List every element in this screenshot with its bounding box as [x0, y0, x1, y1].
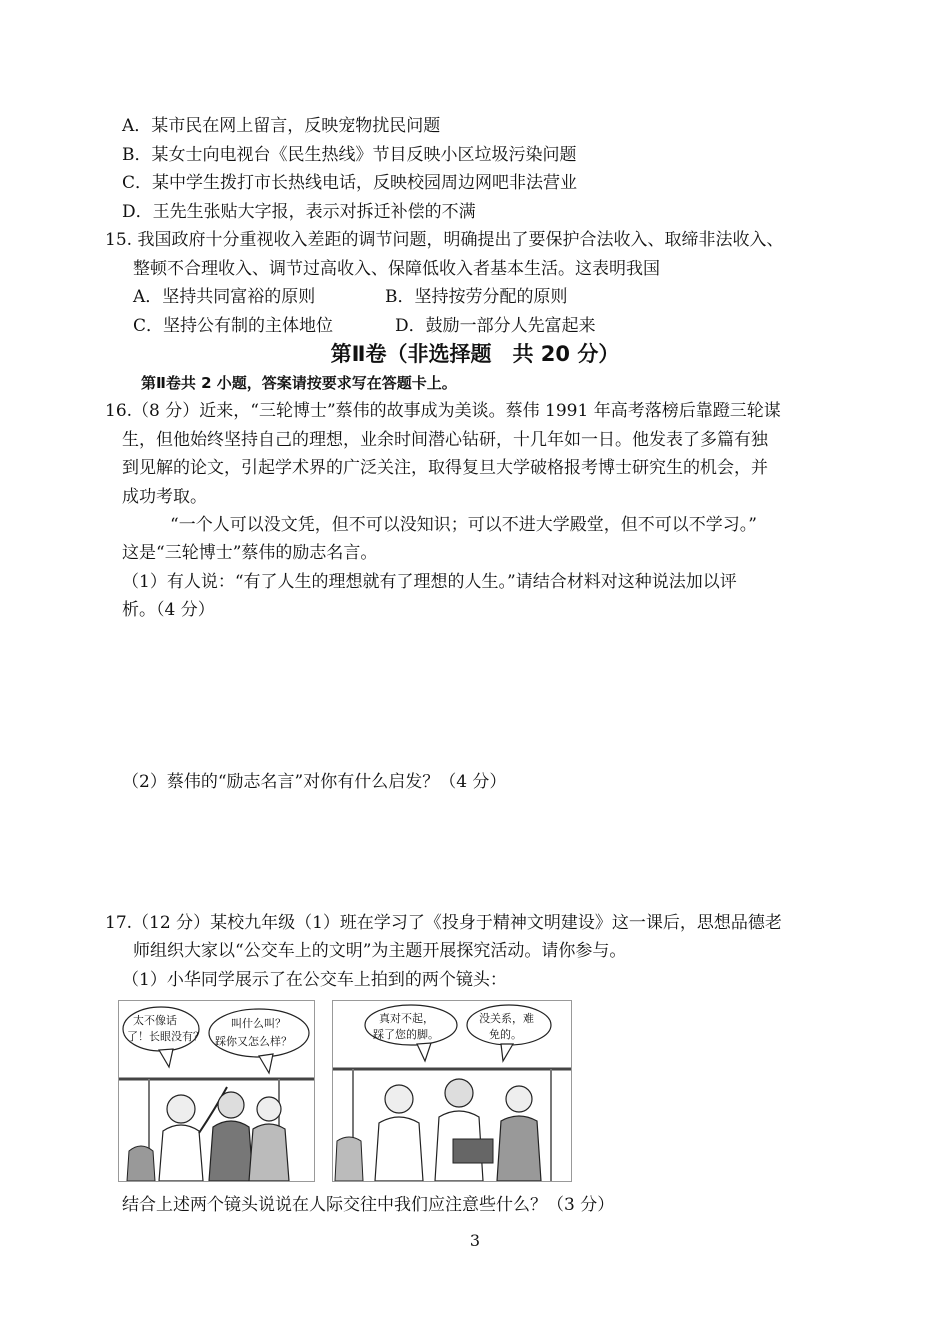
cartoon1-bubble2-line1: 叫什么叫？ [231, 1017, 286, 1030]
cartoon1-bubble2-line2: 踩你又怎么样？ [215, 1035, 292, 1048]
q15-stem-line1: 15. 我国政府十分重视收入差距的调节问题，明确提出了要保护合法收入、取缔非法收入、 [105, 230, 784, 250]
cartoon-panel-polite [332, 1000, 572, 1182]
cartoon2-bubble1-line1: 真对不起， [379, 1012, 434, 1025]
cartoon-polite-illustration [333, 1001, 571, 1181]
q14-option-a: A．某市民在网上留言，反映宠物扰民问题 [122, 116, 441, 136]
q16-stem-line2: 生，但他始终坚持自己的理想，业余时间潜心钻研，十几年如一日。他发表了多篇有独 [122, 430, 768, 450]
cartoon2-bubble2-line1: 没关系，难 [479, 1012, 534, 1025]
q17-sub1: （1）小华同学展示了在公交车上拍到的两个镜头： [122, 970, 507, 990]
cartoon-panel-rude [118, 1000, 315, 1182]
q15-stem-line2: 整顿不合理收入、调节过高收入、保障低收入者基本生活。这表明我国 [133, 259, 660, 279]
q15-option-d: D．鼓励一部分人先富起来 [395, 316, 596, 336]
q14-option-c: C．某中学生拨打市长热线电话，反映校园周边网吧非法营业 [122, 173, 578, 193]
q15-option-a: A．坚持共同富裕的原则 [133, 287, 316, 307]
q16-quote-line1: “一个人可以没文凭，但不可以没知识；可以不进大学殿堂，但不可以不学习。” [170, 515, 757, 535]
q14-option-b: B．某女士向电视台《民生热线》节目反映小区垃圾污染问题 [122, 145, 577, 165]
cartoon2-bubble2-line2: 免的。 [489, 1028, 522, 1041]
section2-note: 第Ⅱ卷共 2 小题，答案请按要求写在答题卡上。 [141, 374, 457, 392]
cartoon1-bubble1-line1: 太不像话 [133, 1014, 177, 1027]
q16-stem-line3: 到见解的论文，引起学术界的广泛关注，取得复旦大学破格报考博士研究生的机会，并 [122, 458, 768, 478]
q16-sub2: （2）蔡伟的“励志名言”对你有什么启发？（4 分） [122, 772, 507, 792]
section2-title: 第Ⅱ卷（非选择题 共 20 分） [330, 342, 620, 366]
q16-sub1-line1: （1）有人说：“有了人生的理想就有了理想的人生。”请结合材料对这种说法加以评 [122, 572, 737, 592]
cartoon2-bubble1-line2: 踩了您的脚。 [373, 1028, 439, 1041]
q17-stem-line1: 17.（12 分）某校九年级（1）班在学习了《投身于精神文明建设》这一课后，思想品德老 [105, 913, 782, 933]
q16-stem-line1: 16.（8 分）近来，“三轮博士”蔡伟的故事成为美谈。蔡伟 1991 年高考落榜后靠蹬三轮谋 [105, 401, 781, 421]
q16-quote-line2: 这是“三轮博士”蔡伟的励志名言。 [122, 543, 378, 563]
q14-option-d: D．王先生张贴大字报，表示对拆迁补偿的不满 [122, 202, 476, 222]
q15-option-b: B．坚持按劳分配的原则 [385, 287, 568, 307]
q16-stem-line4: 成功考取。 [122, 487, 207, 507]
cartoon1-bubble1-line2: 了！长眼没有？ [127, 1030, 204, 1043]
page-number: 3 [469, 1231, 481, 1250]
q16-sub1-line2: 析。（4 分） [122, 600, 215, 620]
q17-stem-line2: 师组织大家以“公交车上的文明”为主题开展探究活动。请你参与。 [133, 941, 627, 961]
q15-option-c: C．坚持公有制的主体地位 [133, 316, 334, 336]
q17-sub1-question: 结合上述两个镜头说说在人际交往中我们应注意些什么？（3 分） [122, 1195, 615, 1215]
